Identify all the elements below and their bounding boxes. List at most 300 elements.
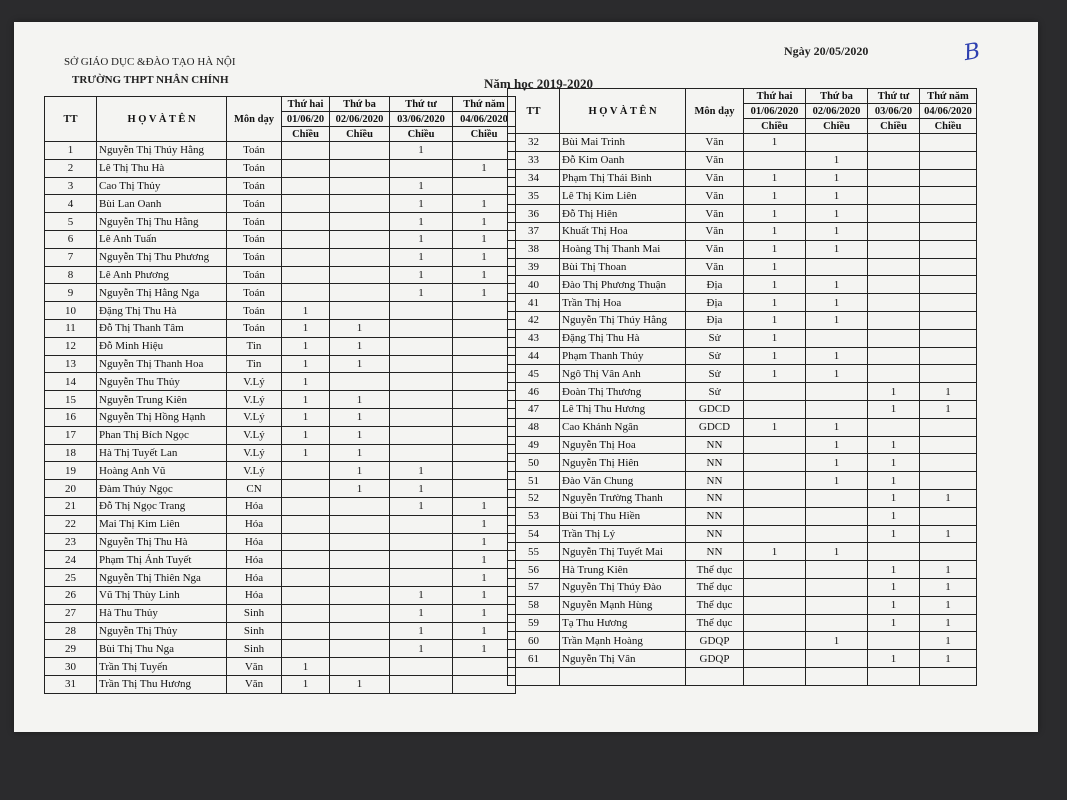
teacher-name: Khuất Thị Hoa <box>560 222 686 240</box>
row-number: 58 <box>508 596 560 614</box>
mark-mon <box>744 614 806 632</box>
row-number: 46 <box>508 383 560 401</box>
mark-thu: 1 <box>453 640 516 658</box>
mark-thu: 1 <box>453 497 516 515</box>
row-number: 27 <box>45 604 97 622</box>
teacher-name: Nguyễn Trung Kiên <box>97 391 227 409</box>
mark-tue <box>330 551 390 569</box>
mark-mon: 1 <box>282 675 330 693</box>
mark-tue: 1 <box>330 319 390 337</box>
mark-tue: 1 <box>806 365 868 383</box>
mark-wed <box>868 418 920 436</box>
mark-tue <box>330 497 390 515</box>
mark-wed: 1 <box>868 489 920 507</box>
subject: Toán <box>227 213 282 231</box>
mark-mon: 1 <box>744 311 806 329</box>
teacher-name: Đỗ Minh Hiệu <box>97 337 227 355</box>
mark-wed: 1 <box>868 454 920 472</box>
mark-wed <box>868 365 920 383</box>
mark-wed <box>868 169 920 187</box>
row-number: 50 <box>508 454 560 472</box>
mark-mon <box>744 383 806 401</box>
row-number: 10 <box>45 302 97 320</box>
mark-tue: 1 <box>330 444 390 462</box>
subject: V.Lý <box>227 408 282 426</box>
subject: NN <box>686 454 744 472</box>
table-row <box>508 383 977 401</box>
table-row <box>508 632 977 650</box>
mark-wed <box>390 569 453 587</box>
subject: Địa <box>686 311 744 329</box>
mark-tue: 1 <box>806 222 868 240</box>
table-row <box>45 177 516 195</box>
mark-thu: 1 <box>453 195 516 213</box>
row-number: 18 <box>45 444 97 462</box>
subject: NN <box>686 525 744 543</box>
mark-wed: 1 <box>868 650 920 668</box>
col-date-wed: 03/06/20 <box>868 104 920 119</box>
teacher-name: Hà Thu Thủy <box>97 604 227 622</box>
row-number: 21 <box>45 497 97 515</box>
subject: Thể dục <box>686 596 744 614</box>
col-tt: TT <box>508 89 560 134</box>
mark-tue <box>330 569 390 587</box>
row-number: 25 <box>45 569 97 587</box>
table-row <box>508 276 977 294</box>
mark-mon <box>744 436 806 454</box>
row-number: 23 <box>45 533 97 551</box>
subject: V.Lý <box>227 373 282 391</box>
mark-mon <box>282 284 330 302</box>
mark-mon <box>744 632 806 650</box>
mark-tue <box>330 586 390 604</box>
table-row <box>508 258 977 276</box>
col-session: Chiều <box>330 127 390 142</box>
mark-wed: 1 <box>390 622 453 640</box>
teacher-name: Trần Thị Lý <box>560 525 686 543</box>
mark-mon <box>282 480 330 498</box>
col-date-tue: 02/06/2020 <box>806 104 868 119</box>
teacher-name: Lê Thị Thu Hà <box>97 159 227 177</box>
mark-tue <box>330 177 390 195</box>
document-date: Ngày 20/05/2020 <box>784 44 869 58</box>
row-number: 8 <box>45 266 97 284</box>
table-row <box>45 142 516 160</box>
mark-tue: 1 <box>330 480 390 498</box>
teacher-name: Nguyễn Thị Thúy Hằng <box>560 311 686 329</box>
subject: Sinh <box>227 622 282 640</box>
row-number: 47 <box>508 400 560 418</box>
mark-thu: 1 <box>453 284 516 302</box>
teacher-name: Đào Thị Phương Thuận <box>560 276 686 294</box>
mark-wed <box>868 329 920 347</box>
col-day-thu: Thứ năm <box>920 89 977 104</box>
mark-wed: 1 <box>868 596 920 614</box>
mark-tue: 1 <box>806 169 868 187</box>
table-row <box>45 408 516 426</box>
table-row <box>45 604 516 622</box>
mark-tue: 1 <box>806 418 868 436</box>
subject: NN <box>686 507 744 525</box>
table-row <box>508 614 977 632</box>
row-number: 35 <box>508 187 560 205</box>
subject: NN <box>686 472 744 490</box>
row-number: 52 <box>508 489 560 507</box>
teacher-name: Nguyễn Thị Hằng Nga <box>97 284 227 302</box>
table-row <box>45 622 516 640</box>
col-session: Chiều <box>390 127 453 142</box>
table-row <box>508 187 977 205</box>
mark-mon: 1 <box>282 337 330 355</box>
mark-tue <box>806 400 868 418</box>
mark-wed <box>868 667 920 685</box>
mark-wed: 1 <box>390 142 453 160</box>
teacher-name: Nguyễn Thị Hồng Hạnh <box>97 408 227 426</box>
col-day-mon: Thứ hai <box>744 89 806 104</box>
table-row <box>508 347 977 365</box>
mark-mon <box>744 400 806 418</box>
schedule-table-right <box>507 88 977 686</box>
mark-mon <box>282 177 330 195</box>
row-number: 3 <box>45 177 97 195</box>
row-number: 5 <box>45 213 97 231</box>
mark-thu <box>920 418 977 436</box>
mark-mon: 1 <box>282 373 330 391</box>
mark-tue <box>330 373 390 391</box>
mark-thu <box>920 329 977 347</box>
mark-tue <box>806 667 868 685</box>
row-number: 19 <box>45 462 97 480</box>
mark-wed <box>868 222 920 240</box>
mark-mon: 1 <box>282 426 330 444</box>
mark-thu <box>920 169 977 187</box>
row-number: 14 <box>45 373 97 391</box>
mark-wed <box>390 302 453 320</box>
mark-mon <box>744 596 806 614</box>
teacher-name: Ngô Thị Vân Anh <box>560 365 686 383</box>
mark-tue <box>330 604 390 622</box>
table-row <box>45 284 516 302</box>
mark-tue <box>330 159 390 177</box>
row-number: 34 <box>508 169 560 187</box>
subject: Toán <box>227 248 282 266</box>
school-name: TRƯỜNG THPT NHÂN CHÍNH <box>72 74 229 86</box>
mark-thu <box>920 543 977 561</box>
teacher-name: Hoàng Thị Thanh Mai <box>560 240 686 258</box>
table-row <box>45 533 516 551</box>
table-row <box>508 222 977 240</box>
mark-mon: 1 <box>744 187 806 205</box>
mark-wed <box>868 258 920 276</box>
table-row <box>45 230 516 248</box>
mark-wed: 1 <box>390 284 453 302</box>
mark-mon <box>282 266 330 284</box>
mark-thu: 1 <box>920 383 977 401</box>
mark-wed <box>868 632 920 650</box>
mark-mon: 1 <box>282 355 330 373</box>
teacher-name: Đào Văn Chung <box>560 472 686 490</box>
mark-wed <box>390 426 453 444</box>
subject: Sử <box>686 347 744 365</box>
schedule-table-left <box>44 96 516 694</box>
mark-tue: 1 <box>330 337 390 355</box>
table-row <box>45 569 516 587</box>
table-row <box>508 240 977 258</box>
mark-thu <box>920 436 977 454</box>
mark-tue <box>330 533 390 551</box>
col-session: Chiều <box>453 127 516 142</box>
col-name: H Ọ V À T Ê N <box>560 89 686 134</box>
mark-mon <box>282 515 330 533</box>
handwritten-mark: B <box>961 38 983 67</box>
mark-tue <box>806 383 868 401</box>
mark-mon: 1 <box>282 319 330 337</box>
subject: Văn <box>686 205 744 223</box>
subject: V.Lý <box>227 462 282 480</box>
teacher-name: Nguyễn Thu Thủy <box>97 373 227 391</box>
table-row <box>508 507 977 525</box>
mark-mon: 1 <box>744 329 806 347</box>
row-number: 29 <box>45 640 97 658</box>
subject: Toán <box>227 266 282 284</box>
subject: Toán <box>227 177 282 195</box>
col-day-thu: Thứ năm <box>453 97 516 112</box>
mark-mon: 1 <box>744 222 806 240</box>
teacher-name: Bùi Thị Thu Nga <box>97 640 227 658</box>
teacher-name <box>560 667 686 685</box>
col-day-wed: Thứ tư <box>868 89 920 104</box>
row-number: 53 <box>508 507 560 525</box>
mark-mon <box>282 248 330 266</box>
mark-mon <box>744 151 806 169</box>
table-row <box>45 266 516 284</box>
subject: Hóa <box>227 497 282 515</box>
table-row <box>508 365 977 383</box>
mark-wed <box>868 240 920 258</box>
col-day-tue: Thứ ba <box>330 97 390 112</box>
mark-tue <box>330 195 390 213</box>
teacher-name: Phạm Thị Ánh Tuyết <box>97 551 227 569</box>
teacher-name: Phạm Thị Thái Bình <box>560 169 686 187</box>
mark-thu <box>920 276 977 294</box>
row-number: 49 <box>508 436 560 454</box>
teacher-name: Nguyễn Thị Vân <box>560 650 686 668</box>
mark-wed <box>390 391 453 409</box>
teacher-name: Nguyễn Thị Thủy <box>97 622 227 640</box>
mark-tue: 1 <box>806 205 868 223</box>
table-row <box>508 596 977 614</box>
subject: V.Lý <box>227 444 282 462</box>
mark-thu <box>920 240 977 258</box>
mark-tue: 1 <box>806 151 868 169</box>
mark-thu: 1 <box>920 561 977 579</box>
mark-tue <box>806 489 868 507</box>
teacher-name: Cao Thị Thủy <box>97 177 227 195</box>
mark-wed: 1 <box>868 578 920 596</box>
table-row <box>508 667 977 685</box>
row-number: 43 <box>508 329 560 347</box>
teacher-name: Trần Thị Tuyến <box>97 658 227 676</box>
mark-mon <box>282 497 330 515</box>
row-number: 44 <box>508 347 560 365</box>
mark-wed: 1 <box>868 561 920 579</box>
table-row <box>508 205 977 223</box>
subject: Tin <box>227 337 282 355</box>
mark-mon: 1 <box>744 240 806 258</box>
mark-tue: 1 <box>806 543 868 561</box>
teacher-name: Lê Thị Thu Hương <box>560 400 686 418</box>
mark-wed: 1 <box>390 177 453 195</box>
row-number: 7 <box>45 248 97 266</box>
mark-mon <box>282 551 330 569</box>
table-row <box>45 159 516 177</box>
mark-thu: 1 <box>453 551 516 569</box>
col-subject: Môn dạy <box>227 97 282 142</box>
row-number: 12 <box>45 337 97 355</box>
department-name: SỞ GIÁO DỤC &ĐÀO TẠO HÀ NỘI <box>64 56 236 68</box>
mark-mon <box>282 622 330 640</box>
mark-tue <box>330 640 390 658</box>
subject: Thể dục <box>686 561 744 579</box>
table-row <box>508 400 977 418</box>
subject: Văn <box>227 658 282 676</box>
mark-mon <box>282 230 330 248</box>
subject: Thể dục <box>686 578 744 596</box>
mark-mon: 1 <box>282 391 330 409</box>
subject: GDCD <box>686 400 744 418</box>
mark-tue <box>330 266 390 284</box>
mark-thu <box>920 151 977 169</box>
teacher-name: Nguyễn Mạnh Hùng <box>560 596 686 614</box>
mark-thu: 1 <box>920 650 977 668</box>
mark-tue <box>330 213 390 231</box>
row-number: 40 <box>508 276 560 294</box>
teacher-name: Nguyễn Trường Thanh <box>560 489 686 507</box>
teacher-name: Mai Thị Kim Liên <box>97 515 227 533</box>
mark-mon <box>744 525 806 543</box>
subject: GDQP <box>686 650 744 668</box>
mark-tue <box>806 134 868 152</box>
mark-thu: 1 <box>453 213 516 231</box>
subject: Toán <box>227 230 282 248</box>
row-number: 45 <box>508 365 560 383</box>
mark-thu <box>920 507 977 525</box>
subject: Văn <box>686 258 744 276</box>
mark-mon <box>282 195 330 213</box>
mark-wed: 1 <box>390 213 453 231</box>
mark-thu: 1 <box>920 632 977 650</box>
teacher-name: Nguyễn Thị Thúy Hằng <box>97 142 227 160</box>
col-day-tue: Thứ ba <box>806 89 868 104</box>
table-row <box>508 525 977 543</box>
table-row <box>45 480 516 498</box>
mark-mon: 1 <box>744 258 806 276</box>
teacher-name: Tạ Thu Hương <box>560 614 686 632</box>
subject: Văn <box>686 240 744 258</box>
table-row <box>45 462 516 480</box>
mark-thu <box>920 187 977 205</box>
mark-thu <box>920 134 977 152</box>
subject: Văn <box>686 187 744 205</box>
mark-mon <box>744 507 806 525</box>
mark-wed: 1 <box>390 230 453 248</box>
mark-mon: 1 <box>744 418 806 436</box>
mark-wed <box>390 533 453 551</box>
mark-thu: 1 <box>920 596 977 614</box>
mark-mon <box>744 578 806 596</box>
subject: GDQP <box>686 632 744 650</box>
subject: Toán <box>227 142 282 160</box>
row-number: 41 <box>508 294 560 312</box>
row-number: 56 <box>508 561 560 579</box>
row-number: 13 <box>45 355 97 373</box>
subject: NN <box>686 489 744 507</box>
mark-wed <box>868 276 920 294</box>
col-name: H Ọ V À T Ê N <box>97 97 227 142</box>
table-row <box>45 337 516 355</box>
col-date-thu: 04/06/2020 <box>453 112 516 127</box>
subject: Hóa <box>227 586 282 604</box>
subject: Văn <box>227 675 282 693</box>
mark-wed <box>390 551 453 569</box>
mark-thu <box>920 311 977 329</box>
mark-thu: 1 <box>453 586 516 604</box>
mark-tue: 1 <box>806 347 868 365</box>
mark-thu: 1 <box>453 533 516 551</box>
teacher-name: Đỗ Kim Oanh <box>560 151 686 169</box>
mark-tue <box>806 507 868 525</box>
col-tt: TT <box>45 97 97 142</box>
mark-tue <box>330 230 390 248</box>
teacher-name: Vũ Thị Thùy Linh <box>97 586 227 604</box>
subject: Toán <box>227 302 282 320</box>
subject: V.Lý <box>227 426 282 444</box>
mark-thu <box>920 294 977 312</box>
table-row <box>45 213 516 231</box>
subject: Sinh <box>227 604 282 622</box>
mark-wed <box>390 408 453 426</box>
mark-wed: 1 <box>390 462 453 480</box>
subject: Sử <box>686 329 744 347</box>
table-row <box>508 489 977 507</box>
mark-wed: 1 <box>390 497 453 515</box>
mark-wed: 1 <box>390 195 453 213</box>
mark-wed <box>390 658 453 676</box>
mark-tue: 1 <box>330 391 390 409</box>
mark-tue: 1 <box>806 454 868 472</box>
mark-mon: 1 <box>744 543 806 561</box>
mark-tue <box>330 284 390 302</box>
subject: Toán <box>227 195 282 213</box>
mark-wed <box>868 347 920 365</box>
mark-wed <box>868 134 920 152</box>
row-number: 36 <box>508 205 560 223</box>
row-number: 28 <box>45 622 97 640</box>
teacher-name: Lê Thị Kim Liên <box>560 187 686 205</box>
table-row <box>45 426 516 444</box>
mark-wed <box>868 294 920 312</box>
col-date-tue: 02/06/2020 <box>330 112 390 127</box>
school-year-title: Năm học 2019-2020 <box>484 76 594 91</box>
mark-mon: 1 <box>744 205 806 223</box>
subject: Sử <box>686 365 744 383</box>
mark-wed <box>390 444 453 462</box>
teacher-name: Nguyễn Thị Thúy Đào <box>560 578 686 596</box>
row-number: 38 <box>508 240 560 258</box>
mark-tue <box>330 658 390 676</box>
col-date-wed: 03/06/2020 <box>390 112 453 127</box>
table-row <box>45 497 516 515</box>
